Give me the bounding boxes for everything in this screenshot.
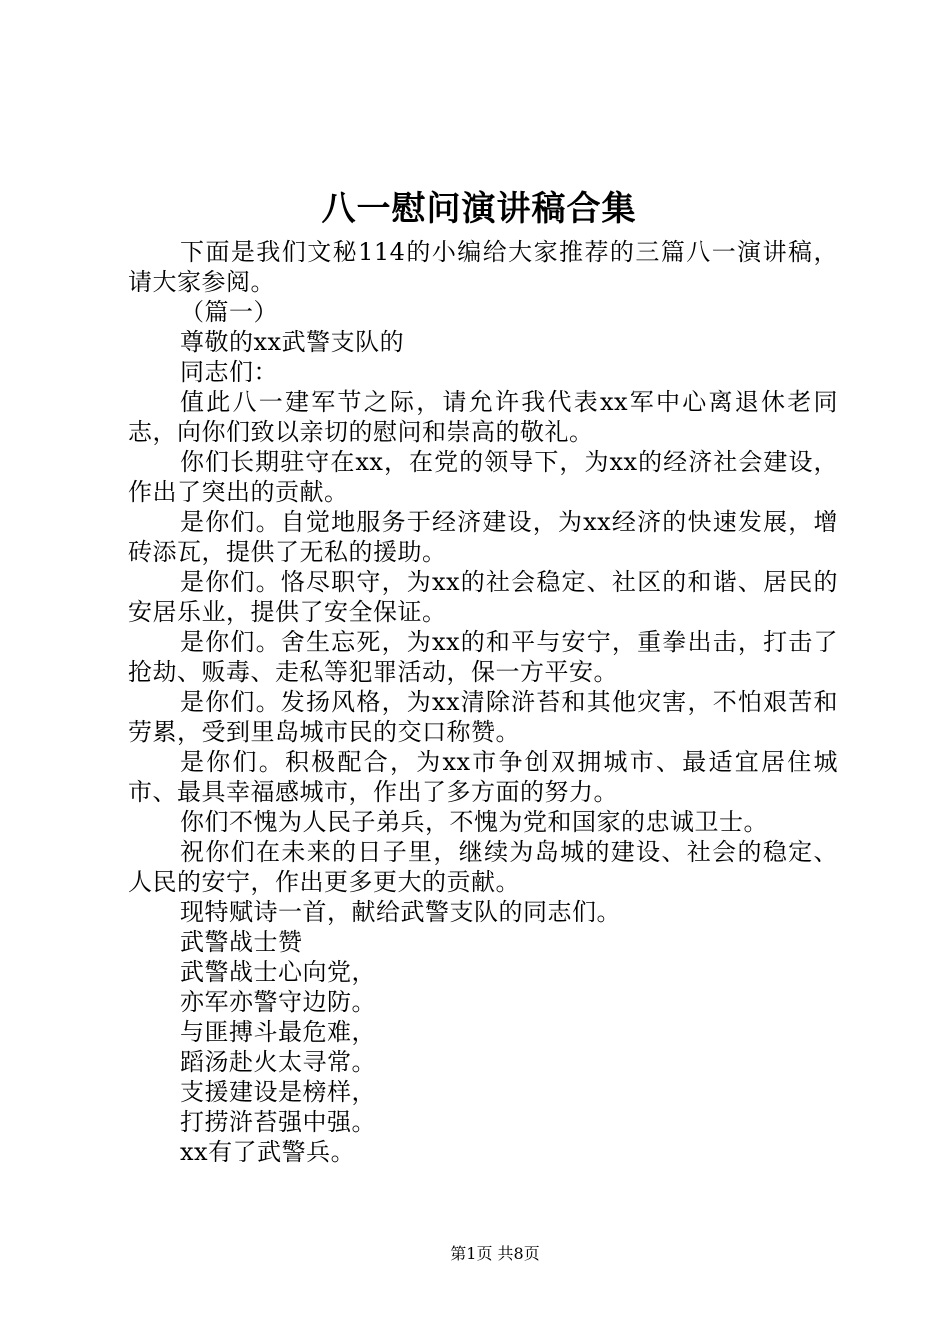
paragraph: 现特赋诗一首，献给武警支队的同志们。: [180, 898, 621, 926]
poem-line: xx有了武警兵。: [180, 1138, 356, 1166]
paragraph: 下面是我们文秘114的小编给大家推荐的三篇八一演讲稿，请大家参阅。: [128, 238, 838, 296]
document-title: 八一慰问演讲稿合集: [321, 189, 637, 229]
paragraph: 同志们：: [180, 358, 278, 386]
paragraph: 祝你们在未来的日子里，继续为岛城的建设、社会的稳定、人民的安宁，作出更多更大的贡献。: [128, 838, 838, 896]
paragraph: 是你们。恪尽职守，为xx的社会稳定、社区的和谐、居民的安居乐业，提供了安全保证。: [128, 568, 838, 626]
poem-line: 与匪搏斗最危难，: [180, 1018, 376, 1046]
paragraph: 值此八一建军节之际，请允许我代表xx军中心离退休老同志，向你们致以亲切的慰问和崇高的敬礼。: [128, 388, 838, 446]
poem-line: 打捞浒苔强中强。: [180, 1108, 376, 1136]
paragraph: 是你们。舍生忘死，为xx的和平与安宁，重拳出击，打击了抢劫、贩毒、走私等犯罪活动，保一方平安。: [128, 628, 838, 686]
paragraph: 是你们。发扬风格，为xx清除浒苔和其他灾害，不怕艰苦和劳累，受到里岛城市民的交口称赞。: [128, 688, 838, 746]
poem-line: 亦军亦警守边防。: [180, 988, 376, 1016]
poem-line: 支援建设是榜样，: [180, 1078, 376, 1106]
paragraph: 你们不愧为人民子弟兵，不愧为党和国家的忠诚卫士。: [180, 808, 768, 836]
paragraph: （篇一）: [180, 298, 278, 326]
page-number-footer: 第1页 共8页: [450, 1244, 540, 1263]
paragraph: 是你们。积极配合，为xx市争创双拥城市、最适宜居住城市、最具幸福感城市，作出了多方面的努力。: [128, 748, 838, 806]
poem-line: 蹈汤赴火太寻常。: [180, 1048, 376, 1076]
paragraph: 是你们。自觉地服务于经济建设，为xx经济的快速发展，增砖添瓦，提供了无私的援助。: [128, 508, 838, 566]
poem-title: 武警战士赞: [180, 928, 303, 956]
poem-line: 武警战士心向党，: [180, 958, 376, 986]
paragraph: 你们长期驻守在xx，在党的领导下，为xx的经济社会建设，作出了突出的贡献。: [128, 448, 838, 506]
document-body: [128, 237, 838, 1167]
paragraph: 尊敬的xx武警支队的: [180, 328, 405, 356]
